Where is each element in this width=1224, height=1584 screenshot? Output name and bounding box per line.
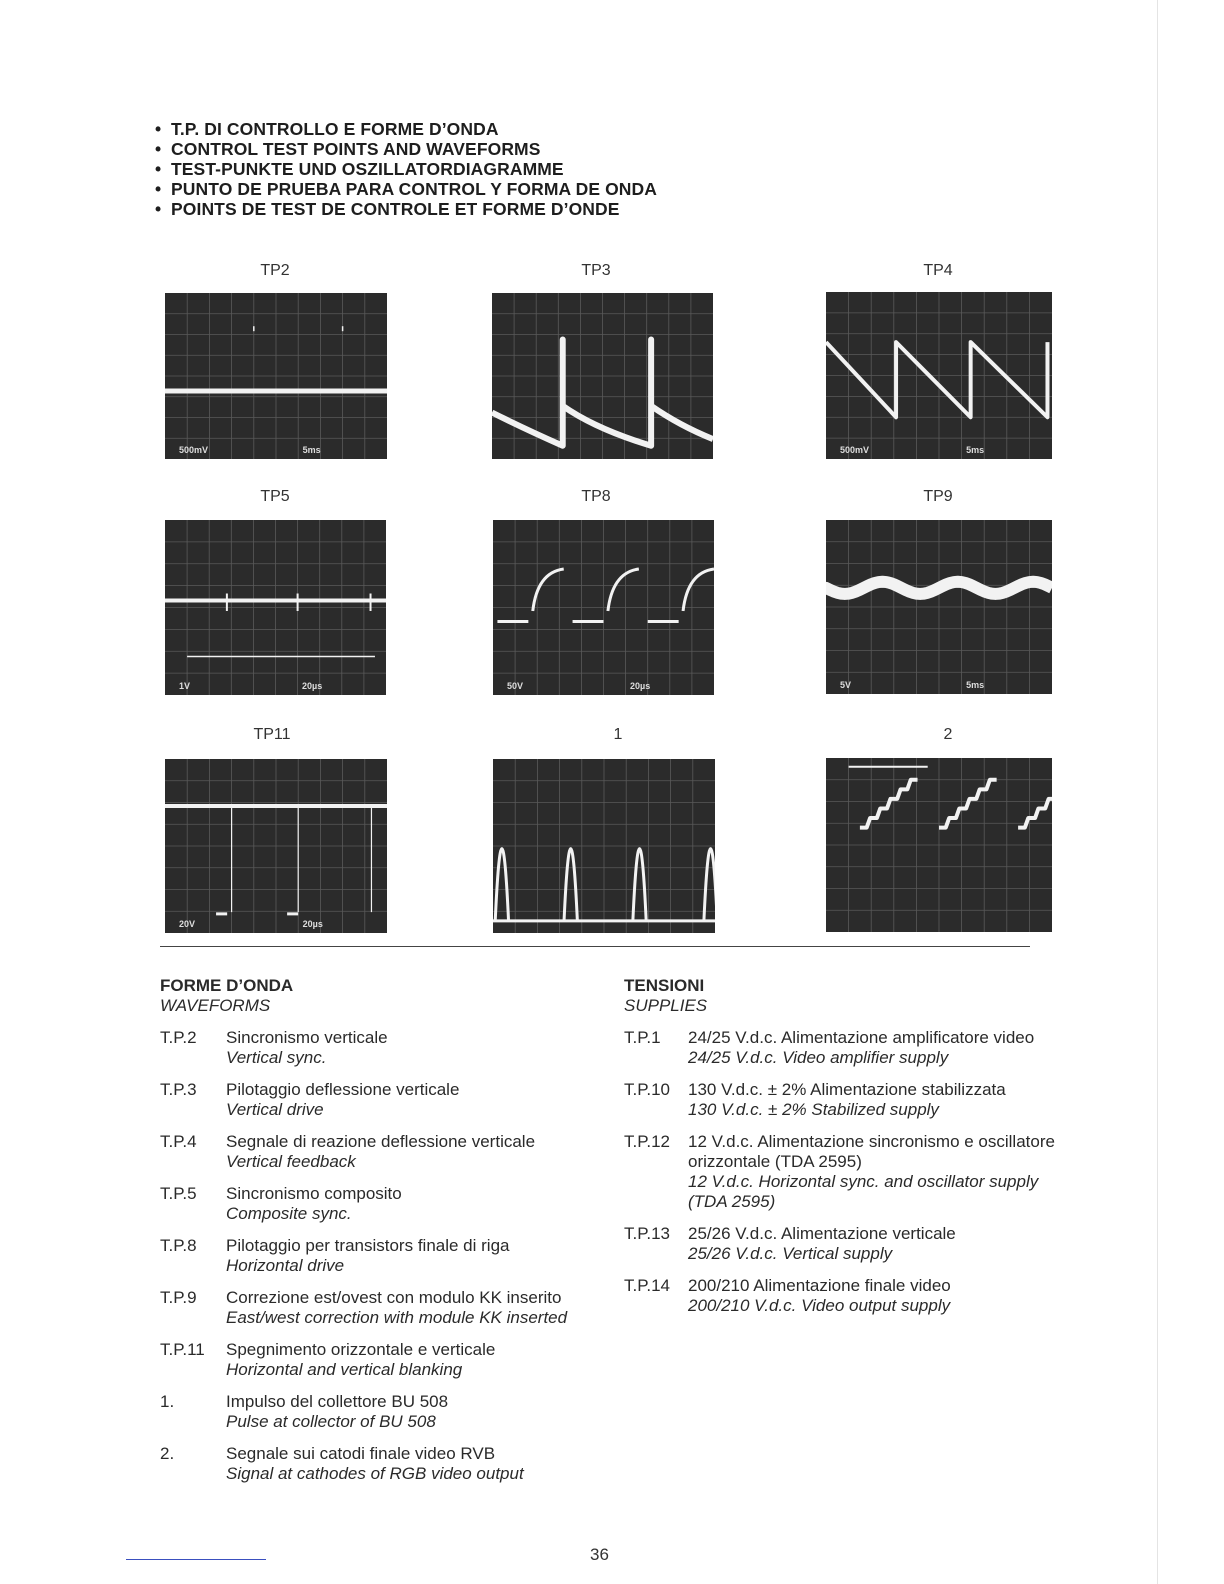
description-italian: Pilotaggio deflessione verticale	[226, 1080, 460, 1099]
heading-de: • TEST-PUNKTE UND OSZILLATORDIAGRAMME	[155, 159, 564, 179]
scope-scale-time: 5ms	[966, 680, 985, 690]
legend-entry	[160, 1132, 610, 1172]
waveform-label: TP8	[581, 488, 611, 505]
heading-it: • T.P. DI CONTROLLO E FORME D’ONDA	[155, 119, 499, 139]
waveform-trace	[826, 582, 1052, 594]
description-english: 200/210 V.d.c. Video output supply	[688, 1296, 951, 1315]
scope-scale-volts: 50V	[507, 681, 524, 691]
oscilloscope-trace-image	[165, 293, 387, 459]
legend-entry	[160, 1028, 610, 1068]
waveform-label: TP3	[581, 262, 611, 279]
heading-es: • PUNTO DE PRUEBA PARA CONTROL Y FORMA DE ONDA	[155, 179, 658, 199]
scope-scale-volts: 1V	[179, 681, 191, 691]
description-english: Signal at cathodes of RGB video output	[226, 1464, 524, 1483]
oscilloscope-trace-image	[826, 520, 1052, 694]
description-italian: Sincronismo verticale	[226, 1028, 388, 1047]
description-english: 130 V.d.c. ± 2% Stabilized supply	[688, 1100, 939, 1119]
test-point-code: T.P.9	[160, 1288, 197, 1307]
test-point-code: T.P.13	[624, 1224, 671, 1243]
legend-entry	[624, 1224, 1064, 1264]
description-english: Composite sync.	[226, 1204, 352, 1223]
description-italian: Spegnimento orizzontale e verticale	[226, 1340, 496, 1359]
scope-scale-time: 5ms	[302, 445, 321, 455]
legend-entry	[160, 1236, 610, 1276]
waveform-label: TP5	[260, 488, 290, 505]
test-point-code: T.P.2	[160, 1028, 197, 1047]
heading-fr: • POINTS DE TEST DE CONTROLE ET FORME D’ONDE	[155, 199, 620, 219]
description-english: 12 V.d.c. Horizontal sync. and oscillator supply (TDA 2595)	[688, 1172, 1039, 1211]
description-italian: 130 V.d.c. ± 2% Alimentazione stabilizzata	[688, 1080, 1006, 1099]
footer-line	[126, 1559, 266, 1560]
legend-entry	[624, 1132, 1064, 1212]
legend-entry	[160, 1444, 610, 1484]
description-italian: Correzione est/ovest con modulo KK inserito	[226, 1288, 562, 1307]
scope-scale-time: 20µs	[630, 681, 651, 691]
supplies-legend	[624, 976, 1064, 1328]
description-english: 24/25 V.d.c. Video amplifier supply	[688, 1048, 949, 1067]
description-english: Vertical feedback	[226, 1152, 356, 1171]
scope-scale-volts: 5V	[840, 680, 852, 690]
test-point-code: T.P.8	[160, 1236, 197, 1255]
oscilloscope-trace-image	[826, 758, 1052, 932]
test-point-code: T.P.12	[624, 1132, 671, 1151]
description-english: Vertical drive	[226, 1100, 324, 1119]
description-italian: Sincronismo composito	[226, 1184, 402, 1203]
page-edge-line	[1157, 0, 1158, 1584]
waveform-label: TP11	[253, 726, 291, 743]
description-english: Horizontal drive	[226, 1256, 345, 1275]
scope-scale-time: 5ms	[966, 445, 985, 455]
section-divider	[160, 946, 1030, 947]
test-point-code: T.P.5	[160, 1184, 197, 1203]
heading-en: • CONTROL TEST POINTS AND WAVEFORMS	[155, 139, 541, 159]
page-number: 36	[590, 1545, 609, 1564]
test-point-code: T.P.4	[160, 1132, 197, 1151]
description-italian: 25/26 V.d.c. Alimentazione verticale	[688, 1224, 956, 1243]
waveform-label: TP9	[923, 488, 953, 505]
description-italian: 12 V.d.c. Alimentazione sincronismo e oscillatore orizzontale (TDA 2595)	[688, 1132, 1055, 1171]
oscilloscope-trace-image	[165, 759, 387, 933]
description-italian: Impulso del collettore BU 508	[226, 1392, 449, 1411]
oscilloscope-trace-image	[826, 292, 1052, 459]
right-column-title: TENSIONI	[624, 976, 705, 995]
test-point-code: T.P.11	[160, 1340, 205, 1359]
oscilloscope-trace-image	[492, 293, 713, 459]
description-english: 25/26 V.d.c. Vertical supply	[688, 1244, 893, 1263]
scope-scale-volts: 500mV	[179, 445, 209, 455]
scope-scale-volts: 20V	[179, 919, 196, 929]
page-headings	[155, 119, 657, 219]
description-italian: Segnale sui catodi finale video RVB	[226, 1444, 496, 1463]
description-english: Pulse at collector of BU 508	[226, 1412, 436, 1431]
test-point-code: 1.	[160, 1392, 175, 1411]
legend-entry	[160, 1184, 610, 1224]
waveforms-legend	[160, 976, 610, 1496]
scope-scale-time: 20µs	[302, 681, 323, 691]
oscilloscope-trace-image	[165, 520, 386, 695]
scope-scale-volts: 500mV	[840, 445, 870, 455]
description-english: Vertical sync.	[226, 1048, 327, 1067]
description-english: East/west correction with module KK inserted	[226, 1308, 568, 1327]
legend-entry	[624, 1276, 1064, 1316]
legend-entry	[160, 1340, 610, 1380]
scope-scale-time: 20µs	[302, 919, 323, 929]
left-column-title: FORME D’ONDA	[160, 976, 294, 995]
legend-entry	[160, 1080, 610, 1120]
waveform-label: 2	[943, 726, 953, 743]
waveform-label: TP4	[923, 262, 953, 279]
waveform-label: TP2	[260, 262, 290, 279]
description-italian: Pilotaggio per transistors finale di riga	[226, 1236, 510, 1255]
legend-entry	[624, 1080, 1064, 1120]
description-english: Horizontal and vertical blanking	[226, 1360, 463, 1379]
description-italian: Segnale di reazione deflessione verticale	[226, 1132, 536, 1151]
left-column-subtitle: WAVEFORMS	[160, 996, 271, 1015]
test-point-code: T.P.1	[624, 1028, 661, 1047]
description-italian: 24/25 V.d.c. Alimentazione amplificatore video	[688, 1028, 1035, 1047]
test-point-code: T.P.10	[624, 1080, 671, 1099]
description-italian: 200/210 Alimentazione finale video	[688, 1276, 951, 1295]
legend-entry	[160, 1288, 610, 1328]
legend-entry	[160, 1392, 610, 1432]
test-point-code: 2.	[160, 1444, 175, 1463]
legend-entry	[624, 1028, 1064, 1068]
right-column-subtitle: SUPPLIES	[624, 996, 708, 1015]
oscilloscope-trace-image	[493, 759, 715, 933]
test-point-code: T.P.3	[160, 1080, 197, 1099]
waveform-label: 1	[613, 726, 623, 743]
test-point-code: T.P.14	[624, 1276, 671, 1295]
oscilloscope-trace-image	[493, 520, 714, 695]
